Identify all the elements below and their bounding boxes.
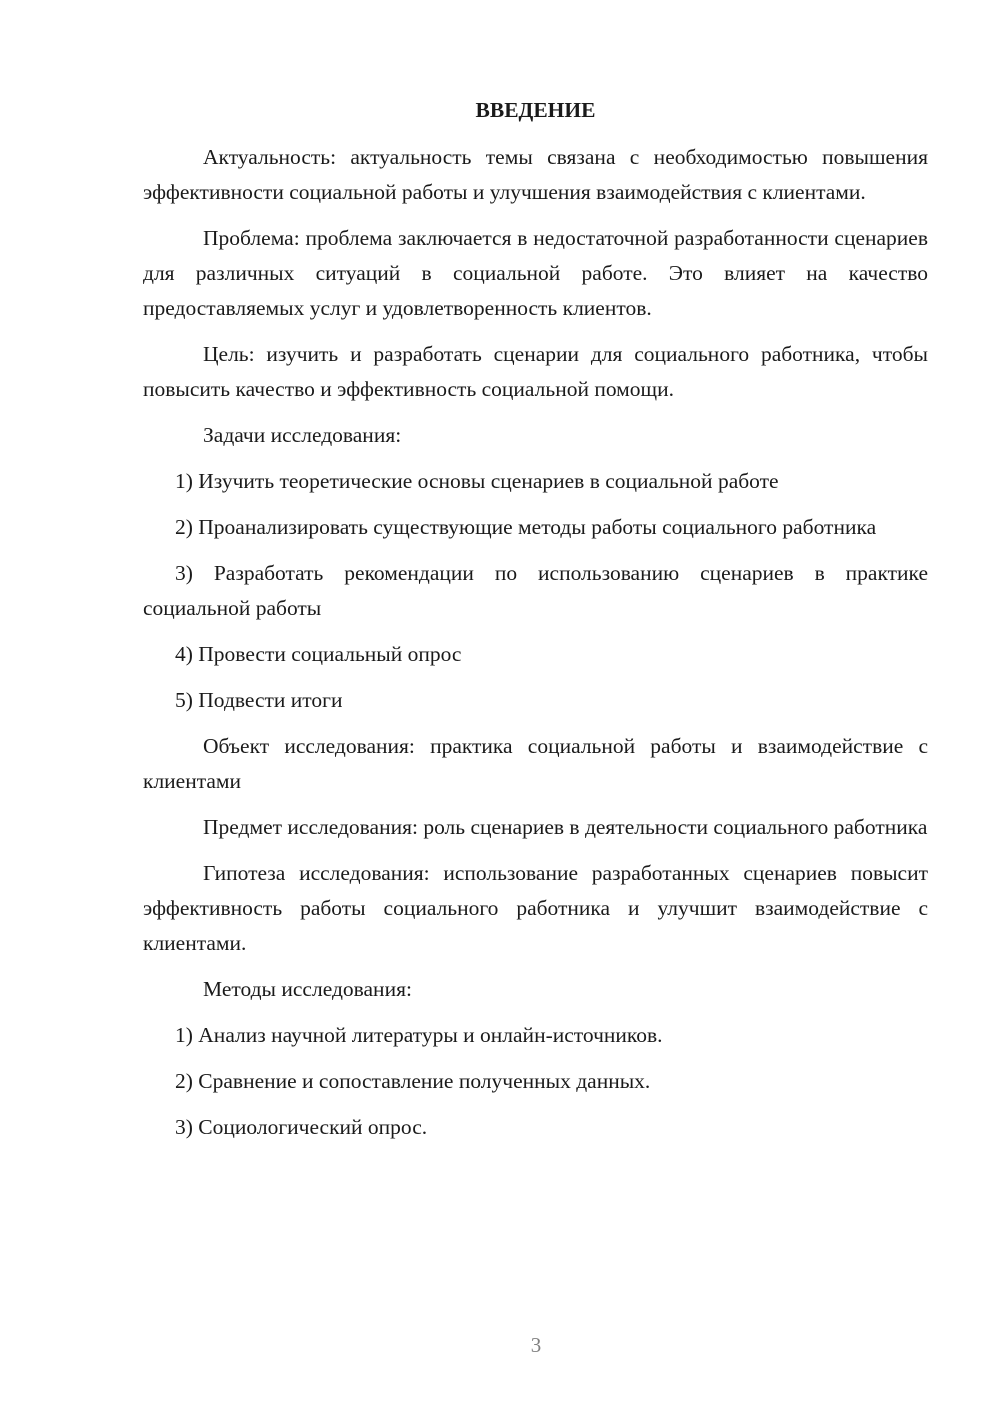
paragraph-object: Объект исследования: практика социальной работы и взаимодействие с клиентами (143, 734, 928, 793)
paragraph-goal: Цель: изучить и разработать сценарии для социального работника, чтобы повысить качество и эффективность социальной помощи. (143, 342, 928, 401)
page-number: 3 (530, 1333, 542, 1357)
page-content (143, 95, 928, 1156)
paragraph-subject: Предмет исследования: роль сценариев в деятельности социального работника (203, 815, 928, 839)
methods-title: Методы исследования: (203, 977, 412, 1001)
paragraph-hypothesis: Гипотеза исследования: использование разработанных сценариев повысит эффективность работы социального работника и улучшит взаимодействие с клиентами. (143, 861, 928, 955)
method-item-2: 2) Сравнение и сопоставление полученных данных. (175, 1069, 651, 1093)
task-item-3: 3) Разработать рекомендации по использованию сценариев в практике социальной работы (143, 561, 928, 620)
paragraph-problem: Проблема: проблема заключается в недостаточной разработанности сценариев для различных ситуаций в социальной работе. Это влияет на качество предоставляемых услуг и удовлетворенность клиентов. (143, 226, 928, 320)
task-item-4: 4) Провести социальный опрос (175, 642, 462, 666)
method-item-1: 1) Анализ научной литературы и онлайн-источников. (175, 1023, 663, 1047)
task-item-2: 2) Проанализировать существующие методы работы социального работника (175, 515, 877, 539)
page-heading: ВВЕДЕНИЕ (475, 98, 596, 122)
method-item-3: 3) Социологический опрос. (175, 1115, 428, 1139)
task-item-1: 1) Изучить теоретические основы сценариев в социальной работе (175, 469, 779, 493)
task-item-5: 5) Подвести итоги (175, 688, 343, 712)
paragraph-relevance: Актуальность: актуальность темы связана с необходимостью повышения эффективности социальной работы и улучшения взаимодействия с клиентами. (143, 145, 928, 204)
tasks-title: Задачи исследования: (203, 423, 402, 447)
